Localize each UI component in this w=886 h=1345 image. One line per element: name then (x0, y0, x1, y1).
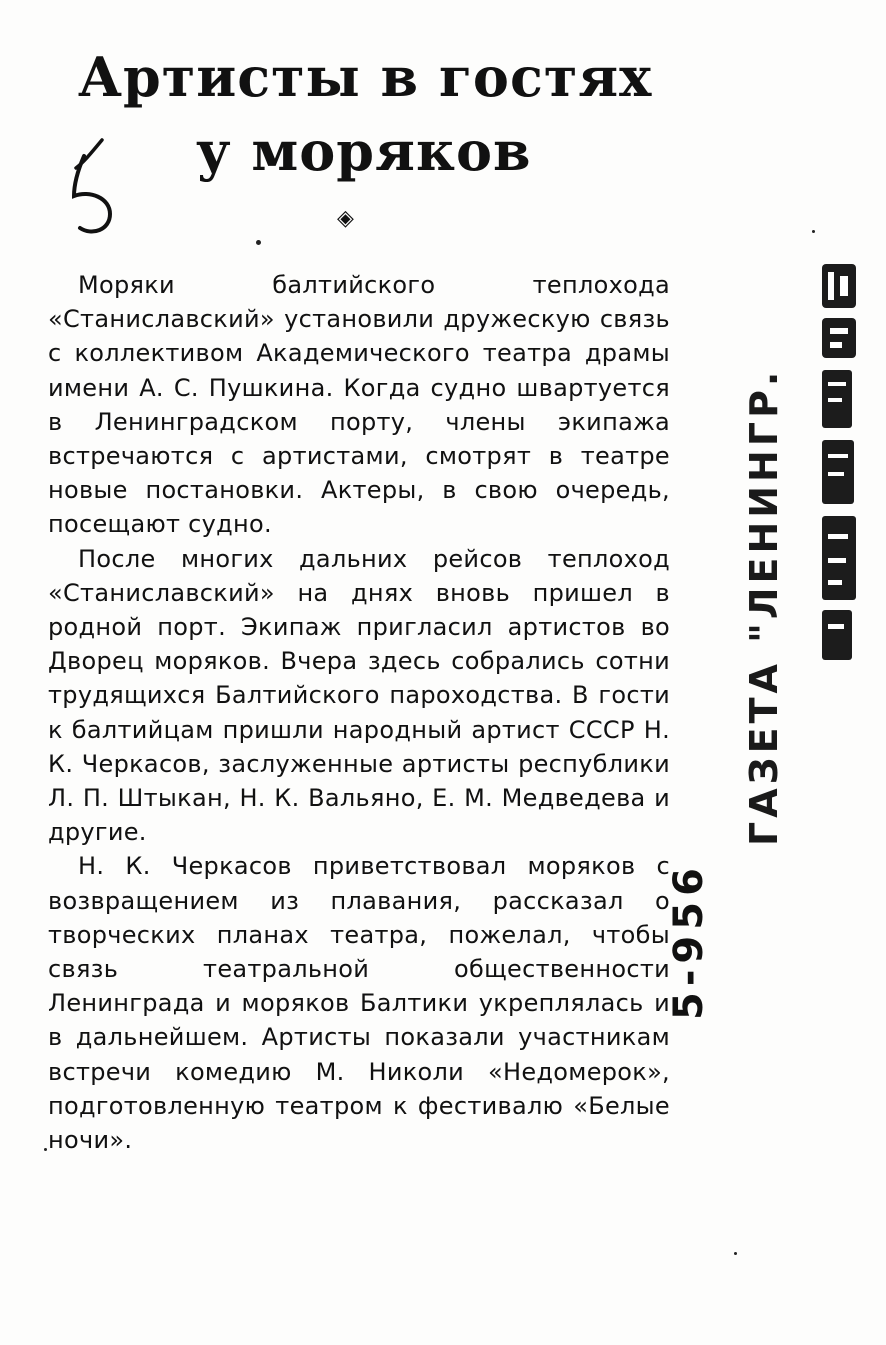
ornament-divider: ◈ (337, 206, 354, 231)
side-archive-number (650, 720, 710, 1060)
print-speck (812, 230, 815, 233)
print-speck (44, 1148, 47, 1151)
article-headline (78, 40, 678, 188)
margin-stamp-print-block (808, 258, 870, 678)
handwritten-number-mark (62, 132, 132, 242)
headline-line-1: Артисты в гостях (78, 45, 653, 109)
margin-stamp (728, 258, 878, 846)
article-paragraph-2: После многих дальних рейсов теплоход «Станиславский» на днях вновь пришел в родной порт. Экипаж пригласил артистов во Дворец моряков. Вчера здесь собрались сотни трудящихся Балтийского пароходства. В гости к балтийцам пришли народный артист СССР Н. К. Черкасов, заслуженные артисты республики Л. П. Штыкан, Н. К. Вальяно, Е. М. Медведева и другие. (48, 544, 670, 847)
print-speck (734, 1252, 737, 1255)
article-paragraph-1: Моряки балтийского теплохода «Станиславский» установили дружескую связь с коллективом Академического театра драмы имени А. С. Пушкина. Когда судно швартуется в Ленинградском порту, члены экипажа встречаются с артистами, смотрят в театре новые постановки. Актеры, в свою очередь, посещают судно. (48, 271, 670, 539)
article-body (48, 268, 670, 1157)
print-speck (256, 240, 261, 245)
headline-line-2: у моряков (196, 119, 532, 183)
article-paragraph-3: Н. К. Черкасов приветствовал моряков с возвращением из плавания, рассказал о творческих планах театра, пожелал, чтобы связь театральной общественности Ленинграда и моряков Балтики укреплялась и в дальнейшем. Артисты показали участникам встречи комедию М. Николи «Недомерок», подготовленную театром к фестивалю «Белые ночи». (48, 852, 670, 1155)
margin-stamp-text: ГАЗЕТА "ЛЕНИНГР. (742, 367, 786, 846)
side-archive-number-text: 5-956 (666, 862, 712, 1020)
